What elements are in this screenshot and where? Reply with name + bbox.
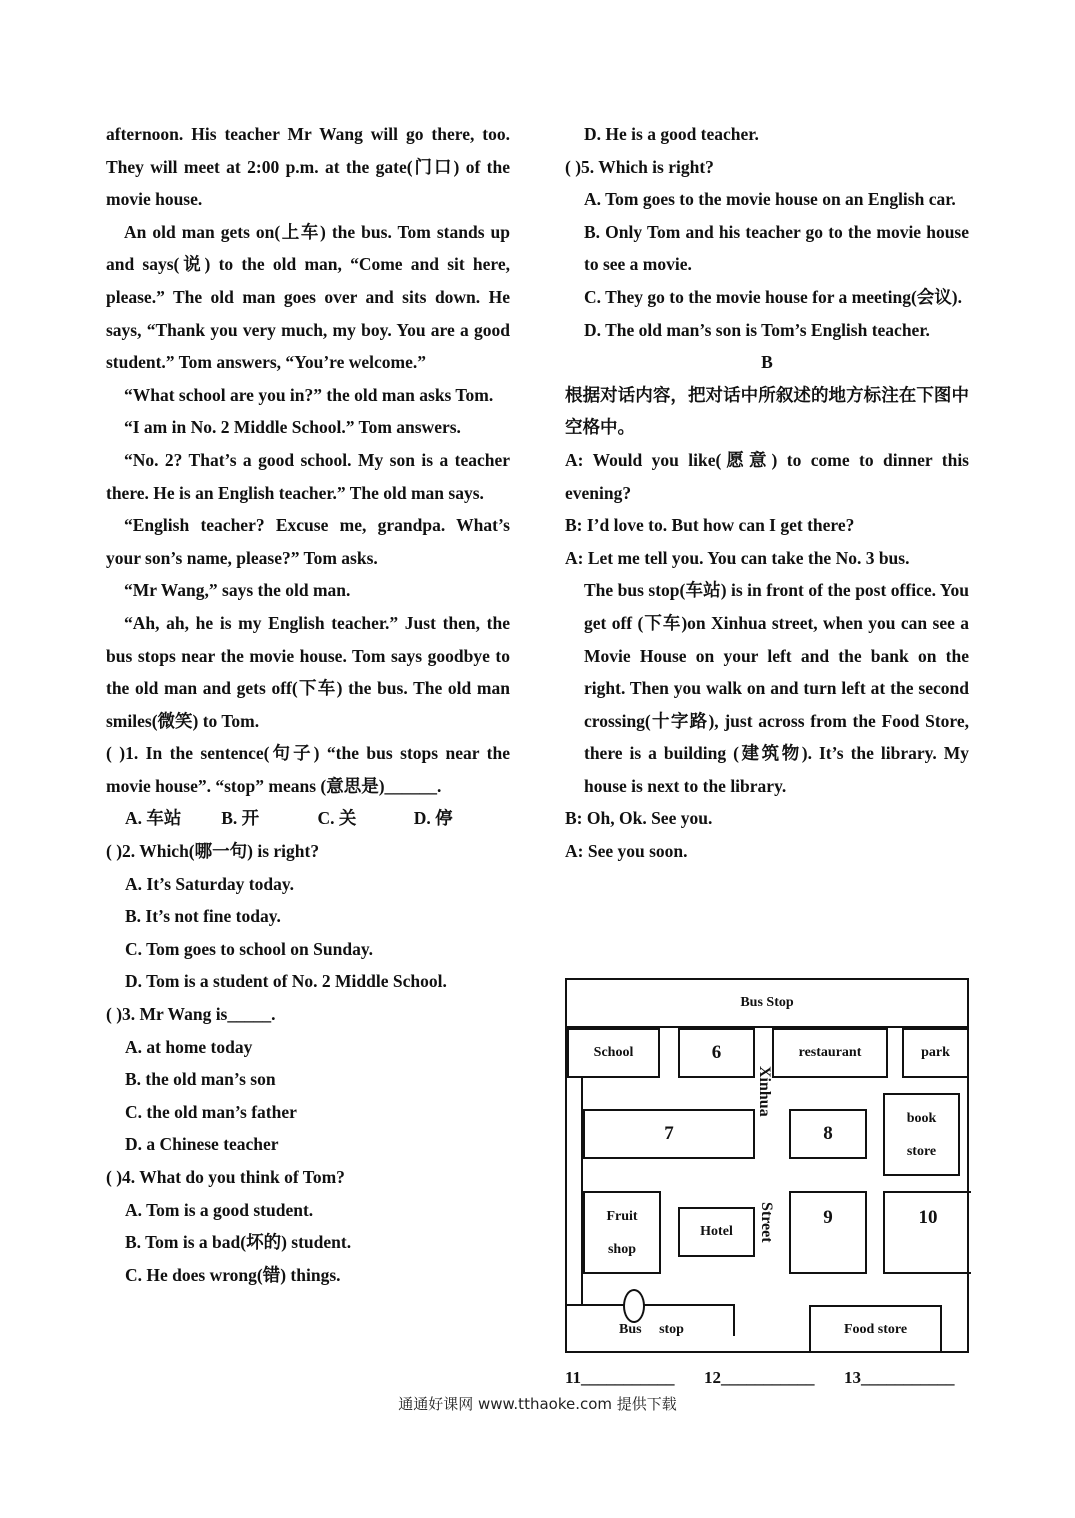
paragraph: B. the old man’s son [125,1069,276,1090]
paragraph: B. Tom is a bad(坏的) student. [125,1232,352,1253]
paragraph: A. Tom is a good student. [125,1199,314,1220]
map-school-label: School [593,1045,634,1060]
map-book-store-label-1: book [906,1110,937,1126]
paragraph: B: Oh, Ok. See you. [565,808,713,829]
map-road-left [581,1078,583,1306]
paragraph: “English teacher? Excuse me, grandpa. What’s your son’s name, please?” Tom asks. [106,515,510,568]
paragraph: A. It’s Saturday today. [125,873,295,894]
choice-option: C. 关 [317,808,357,829]
paragraph: A: See you soon. [565,841,688,862]
map-slot-7 [583,1109,755,1159]
map-road-bottom-end [733,1304,735,1336]
paragraph: “Mr Wang,” says the old man. [124,580,351,601]
paragraph: “Ah, ah, he is my English teacher.” Just then, the bus stops near the movie house. Tom says goodbye to the old man and gets off(下车) the bus. The old man smiles(微笑) to Tom. [106,612,510,731]
paragraph: B [761,352,773,373]
left-column [106,118,510,1291]
map-food-store-label: Food store [843,1322,908,1337]
footer-source: 通通好课网 www.tthaoke.com 提供下载 [398,1395,677,1413]
map-slot-10-label: 10 [918,1207,938,1228]
map-hotel-label: Hotel [700,1224,733,1239]
map-school [567,1028,660,1078]
map-slot-8-label: 8 [823,1123,833,1144]
q1-choices [106,802,510,835]
map-street-name-2: Street [758,1202,775,1243]
map-fruit-shop-label-1: Fruit [606,1208,638,1224]
paragraph: C. He does wrong(错) things. [125,1264,341,1285]
street-map [565,978,969,1353]
paragraph: An old man gets on(上车) the bus. Tom stands up and says(说) to the old man, “Come and sit here, please.” The old man goes over and sits down. He says, “Thank you very much, my boy. You are a good student.” Tom answers, “You’re welcome.” [106,221,510,373]
right-column [565,118,969,868]
paragraph: C. They go to the movie house for a meeting(会议). [584,286,962,307]
choice-option: B. 开 [221,808,260,829]
paragraph: “What school are you in?” the old man asks Tom. [124,384,494,405]
paragraph: The bus stop(车站) is in front of the post office. You get off (下车)on Xinhua street, when you can see a Movie House on your left and the bank on the right. Then you walk on and turn left at the second crossing(十字路), just across from the Food Store, there is a building (建筑物). It’s the library. My house is next to the library. [584,580,969,796]
paragraph: “I am in No. 2 Middle School.” Tom answers. [124,417,461,438]
answer-blanks [565,1368,969,1388]
paragraph: afternoon. His teacher Mr Wang will go there, too. They will meet at 2:00 p.m. at the gate(门口) of the movie house. [106,124,510,210]
answer-blank-11[interactable]: 11___________ [565,1368,675,1387]
paragraph: D. a Chinese teacher [125,1134,279,1155]
map-food-store [809,1305,942,1353]
paragraph: A: Let me tell you. You can take the No. 3 bus. [565,547,910,568]
map-slot-6-label: 6 [711,1042,722,1063]
paragraph: C. the old man’s father [125,1101,297,1122]
paragraph: ( )1. In the sentence(句子) “the bus stops near the movie house”. “stop” means (意思是)______. [106,743,510,796]
map-slot-10 [883,1191,971,1274]
choice-option: D. 停 [413,808,453,829]
map-slot-9 [789,1191,867,1274]
map-label-bus-stop-top: Bus Stop [740,995,794,1010]
choice-option: A. 车站 [125,808,182,829]
map-slot-9-label: 9 [823,1207,833,1228]
paragraph: A. at home today [125,1036,253,1057]
paragraph: 根据对话内容，把对话中所叙述的地方标注在下图中空格中。 [565,384,969,438]
map-slot-7-label: 7 [664,1123,674,1144]
paragraph: D. Tom is a student of No. 2 Middle School. [125,971,447,992]
map-hotel [678,1207,755,1257]
paragraph: ( )4. What do you think of Tom? [106,1167,345,1187]
map-park-label: park [921,1045,950,1060]
map-slot-8 [789,1109,867,1159]
paragraph: C. Tom goes to school on Sunday. [125,938,373,959]
map-restaurant [772,1028,888,1078]
paragraph: A. Tom goes to the movie house on an English car. [584,189,956,210]
map-restaurant-label: restaurant [798,1045,862,1060]
map-slot-6 [678,1028,755,1078]
map-fruit-shop [583,1191,661,1274]
answer-blank-13[interactable]: 13___________ [844,1368,955,1387]
map-book-store [883,1093,960,1176]
paragraph: ( )2. Which(哪一句) is right? [106,841,320,862]
paragraph: A: Would you like(愿意) to come to dinner this evening? [565,449,969,503]
paragraph: B: I’d love to. But how can I get there? [565,515,855,536]
paragraph: B. Only Tom and his teacher go to the movie house to see a movie. [584,221,969,275]
paragraph: ( )3. Mr Wang is_____. [106,1004,276,1025]
paragraph: D. He is a good teacher. [584,124,759,144]
map-bus-stop-marker [623,1289,645,1323]
map-street-name-1: Xinhua [756,1066,773,1117]
map-park [902,1028,969,1078]
paragraph: D. The old man’s son is Tom’s English teacher. [584,319,930,340]
paragraph: ( )5. Which is right? [565,156,714,177]
map-fruit-shop-label-2: shop [607,1241,637,1257]
map-road-bottom [567,1304,735,1306]
map-label-bus-stop-bottom: Bus stop [619,1322,684,1337]
paragraph: “No. 2? That’s a good school. My son is a teacher there. He is an English teacher.” The old man says. [106,449,510,503]
map-book-store-label-2: store [906,1143,937,1159]
paragraph: B. It’s not fine today. [125,906,281,927]
answer-blank-12[interactable]: 12___________ [704,1368,815,1387]
